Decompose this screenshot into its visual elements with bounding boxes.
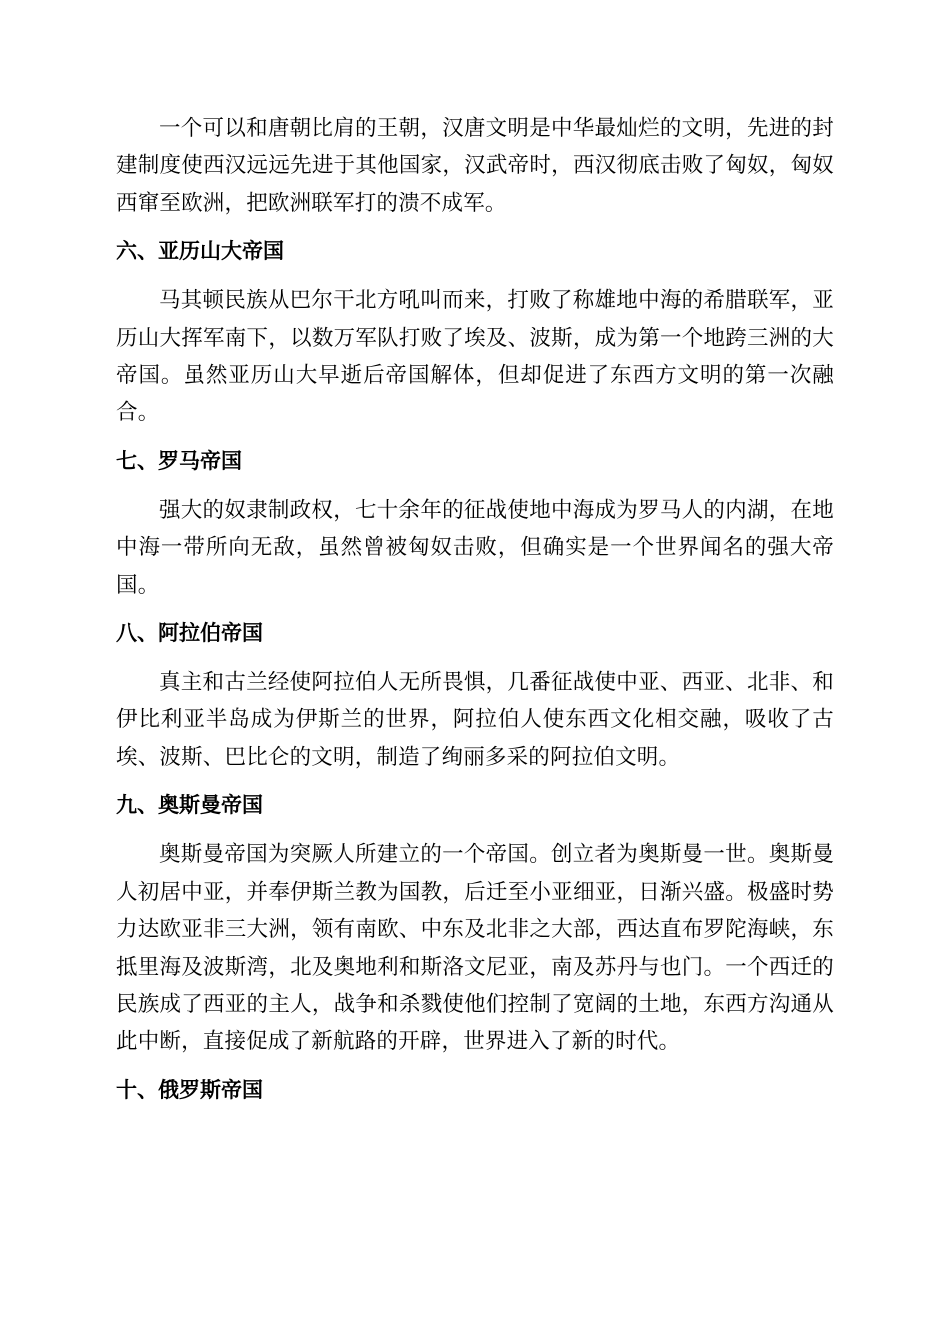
section-body-ottoman: 奥斯曼帝国为突厥人所建立的一个帝国。创立者为奥斯曼一世。奥斯曼人初居中亚，并奉伊斯兰教为国教，后迁至小亚细亚，日渐兴盛。极盛时势力达欧亚非三大洲，领有南欧、中东及北非之大部，西达直布罗陀海峡，东抵里海及波斯湾，北及奥地利和斯洛文尼亚，南及苏丹与也门。一个西迁的民族成了西亚的主人，战争和杀戮使他们控制了宽阔的土地，东西方沟通从此中断，直接促成了新航路的开辟，世界进入了新的时代。 bbox=[116, 842, 834, 1055]
section-heading-roman: 七、罗马帝国 bbox=[116, 448, 242, 473]
section-heading-ottoman: 九、奥斯曼帝国 bbox=[116, 793, 263, 818]
spacer bbox=[116, 222, 834, 236]
spacer bbox=[116, 1061, 834, 1075]
section-body-arab: 真主和古兰经使阿拉伯人无所畏惧，几番征战使中亚、西亚、北非、和伊比利亚半岛成为伊斯兰的世界，阿拉伯人使东西文化相交融，吸收了古埃、波斯、巴比仑的文明，制造了绚丽多采的阿拉伯文明。 bbox=[116, 670, 834, 770]
section-heading-russian: 十、俄罗斯帝国 bbox=[116, 1077, 263, 1102]
section-body-alexander: 马其顿民族从巴尔干北方吼叫而来，打败了称雄地中海的希腊联军，亚历山大挥军南下，以数万军队打败了埃及、波斯，成为第一个地跨三洲的大帝国。虽然亚历山大早逝后帝国解体，但却促进了东西方文明的第一次融合。 bbox=[116, 288, 834, 426]
intro-paragraph: 一个可以和唐朝比肩的王朝，汉唐文明是中华最灿烂的文明，先进的封建制度使西汉远远先进于其他国家，汉武帝时，西汉彻底击败了匈奴，匈奴西窜至欧洲，把欧洲联军打的溃不成军。 bbox=[116, 116, 834, 216]
spacer bbox=[116, 820, 834, 836]
document-page bbox=[116, 110, 834, 1105]
spacer bbox=[116, 648, 834, 664]
spacer bbox=[116, 776, 834, 790]
spacer bbox=[116, 604, 834, 618]
spacer bbox=[116, 266, 834, 282]
section-body-roman: 强大的奴隶制政权，七十余年的征战使地中海成为罗马人的内湖，在地中海一带所向无敌，虽然曾被匈奴击败，但确实是一个世界闻名的强大帝国。 bbox=[116, 497, 834, 598]
section-heading-alexander: 六、亚历山大帝国 bbox=[116, 239, 284, 264]
spacer bbox=[116, 476, 834, 492]
section-heading-arab: 八、阿拉伯帝国 bbox=[116, 621, 263, 646]
spacer bbox=[116, 432, 834, 446]
